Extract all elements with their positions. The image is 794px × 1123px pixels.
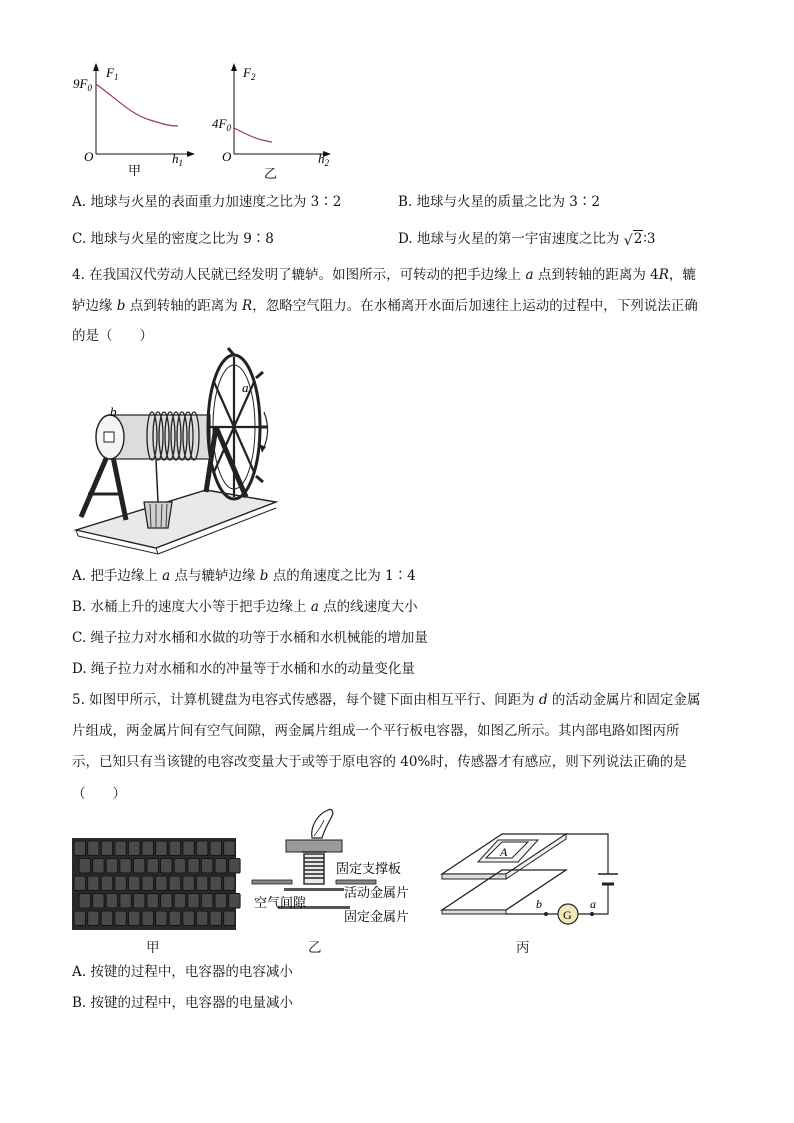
force-curve-jia <box>96 84 178 126</box>
keyboard-key <box>201 859 213 874</box>
keyboard-key <box>120 894 132 909</box>
keyboard-key <box>188 894 200 909</box>
panel-label-jia: 甲 <box>128 163 142 178</box>
q4-option-b[interactable]: B. 水桶上升的速度大小等于把手边缘上 a 点的线速度大小 <box>72 599 418 615</box>
keyboard-key <box>101 911 113 926</box>
keyboard-key <box>74 911 86 926</box>
point-b-label: b <box>536 897 542 911</box>
keyboard-key <box>93 859 105 874</box>
keyboard-key <box>133 894 145 909</box>
sqrt-symbol: √ 2 <box>623 231 643 249</box>
keyboard-key <box>101 876 113 891</box>
keyboard-key <box>106 894 118 909</box>
key-structure-figure <box>252 808 432 928</box>
keyboard-key <box>115 911 127 926</box>
x-axis-label-yi: $h_2$ <box>318 151 329 168</box>
keyboard-key <box>128 911 140 926</box>
key-a-label: A <box>500 845 508 859</box>
keyboard-key <box>169 841 181 856</box>
keyboard-key <box>128 876 140 891</box>
keyboard-key <box>169 876 181 891</box>
figure-label-bing: 丙 <box>516 940 530 956</box>
figure-label-jia: 甲 <box>146 940 160 956</box>
q3-option-c[interactable]: C. 地球与火星的密度之比为 9∶8 <box>72 231 274 247</box>
x-axis-label-jia: $h_1$ <box>172 151 183 168</box>
keyboard-key <box>74 841 86 856</box>
keyboard-key <box>156 841 168 856</box>
keyboard-key <box>128 841 140 856</box>
keyboard-key <box>183 841 195 856</box>
keyboard-key <box>93 894 105 909</box>
point-a-label: a <box>590 897 596 911</box>
keyboard-key <box>142 911 154 926</box>
point-a-label: a <box>242 380 249 395</box>
keyboard-key <box>183 876 195 891</box>
y0-value-label-jia: $9F_0$ <box>73 76 92 93</box>
q3-option-d[interactable] <box>398 229 655 249</box>
force-height-graph-jia <box>70 60 200 180</box>
panel-label-yi: 乙 <box>264 166 278 181</box>
keyboard-key <box>224 911 236 926</box>
keyboard-key <box>161 894 173 909</box>
keyboard-key <box>142 841 154 856</box>
q5-stem-line-2: 片组成，两金属片间有空气间隙，两金属片组成一个平行板电容器，如图乙所示。其内部电路如图丙所 <box>72 723 680 739</box>
keyboard-key <box>115 841 127 856</box>
q5-stem-line-4: （ ） <box>72 786 126 802</box>
keyboard-key <box>142 876 154 891</box>
q5-stem-line-3: 示，已知只有当该键的电容改变量大于或等于原电容的 40%时，传感器才有感应，则下列说法正确的是 <box>72 754 687 770</box>
q4-stem-line-3: 的是（ ） <box>72 328 153 344</box>
keyboard-key <box>210 841 222 856</box>
keyboard-key <box>188 859 200 874</box>
q5-option-b[interactable]: B. 按键的过程中，电容器的电量减小 <box>72 995 294 1011</box>
keyboard-key <box>174 859 186 874</box>
q4-option-a[interactable]: A. 把手边缘上 a 点与辘轳边缘 b 点的角速度之比为 1∶4 <box>72 568 416 584</box>
q3-option-b[interactable]: B. 地球与火星的质量之比为 3∶2 <box>398 194 600 210</box>
windlass-figure <box>66 352 282 557</box>
movable-plate-label: 活动金属片 <box>344 885 410 900</box>
keyboard-key <box>79 859 91 874</box>
y0-value-label-yi: $4F_0$ <box>212 116 231 133</box>
galvanometer-g-label: G <box>563 908 572 922</box>
q3-option-d-text: D. 地球与火星的第一宇宙速度之比为 <box>398 231 620 247</box>
force-height-graph-yi <box>214 60 344 180</box>
keyboard-key <box>196 911 208 926</box>
q3-option-a[interactable]: A. 地球与火星的表面重力加速度之比为 3∶2 <box>72 194 342 210</box>
keyboard-key <box>147 859 159 874</box>
keyboard-key <box>224 876 236 891</box>
keyboard-key <box>215 859 227 874</box>
keyboard-photo <box>72 838 236 930</box>
keyboard-key <box>210 911 222 926</box>
keyboard-key <box>106 859 118 874</box>
keyboard-key <box>156 876 168 891</box>
q4-option-d[interactable]: D. 绳子拉力对水桶和水的冲量等于水桶和水的动量变化量 <box>72 661 415 677</box>
keyboard-key <box>196 876 208 891</box>
capacitor-circuit-figure <box>440 822 630 922</box>
q5-stem-line-1: 5. 如图甲所示，计算机键盘为电容式传感器，每个键下面由相互平行、间距为 d 的活动金属片和固定金属 <box>72 692 701 708</box>
keyboard-key <box>133 859 145 874</box>
q4-stem-line-2: 轳边缘 b 点到转轴的距离为 R，忽略空气阻力。在水桶离开水面后加速往上运动的过程中，下列说法正确 <box>72 298 698 314</box>
keyboard-key <box>79 894 91 909</box>
keyboard-key <box>147 894 159 909</box>
y-axis-label-jia: $F_1$ <box>106 65 119 82</box>
keyboard-key <box>183 911 195 926</box>
keyboard-key <box>101 841 113 856</box>
keyboard-key <box>174 894 186 909</box>
q5-option-a[interactable]: A. 按键的过程中，电容器的电容减小 <box>72 964 293 980</box>
q4-stem-line-1: 4. 在我国汉代劳动人民就已经发明了辘轳。如图所示，可转动的把手边缘上 a 点到转轴的距离为 4R，辘 <box>72 267 696 283</box>
keyboard-key <box>88 911 100 926</box>
fixed-support-label: 固定支撑板 <box>336 861 402 876</box>
keyboard-key <box>169 911 181 926</box>
origin-label: O <box>84 149 94 164</box>
fixed-plate-label: 固定金属片 <box>344 909 410 924</box>
q3-option-d-ratio: ∶3 <box>643 231 656 247</box>
keyboard-key <box>161 859 173 874</box>
keyboard-key <box>115 876 127 891</box>
y-axis-label-yi: $F_2$ <box>243 65 256 82</box>
keyboard-key <box>201 894 213 909</box>
keyboard-key <box>224 841 236 856</box>
keyboard-key <box>88 876 100 891</box>
q4-option-c[interactable]: C. 绳子拉力对水桶和水做的功等于水桶和水机械能的增加量 <box>72 630 428 646</box>
keyboard-key <box>229 894 241 909</box>
point-b-label: b <box>110 404 117 419</box>
keyboard-key <box>88 841 100 856</box>
figure-label-yi: 乙 <box>308 940 322 956</box>
keyboard-key <box>196 841 208 856</box>
keyboard-key <box>215 894 227 909</box>
force-curve-yi <box>234 128 272 142</box>
air-gap-label: 空气间隙 <box>254 895 307 910</box>
keyboard-key <box>74 876 86 891</box>
keyboard-key <box>229 859 241 874</box>
keyboard-key <box>120 859 132 874</box>
keyboard-key <box>210 876 222 891</box>
keyboard-key <box>156 911 168 926</box>
origin-label: O <box>222 149 232 164</box>
